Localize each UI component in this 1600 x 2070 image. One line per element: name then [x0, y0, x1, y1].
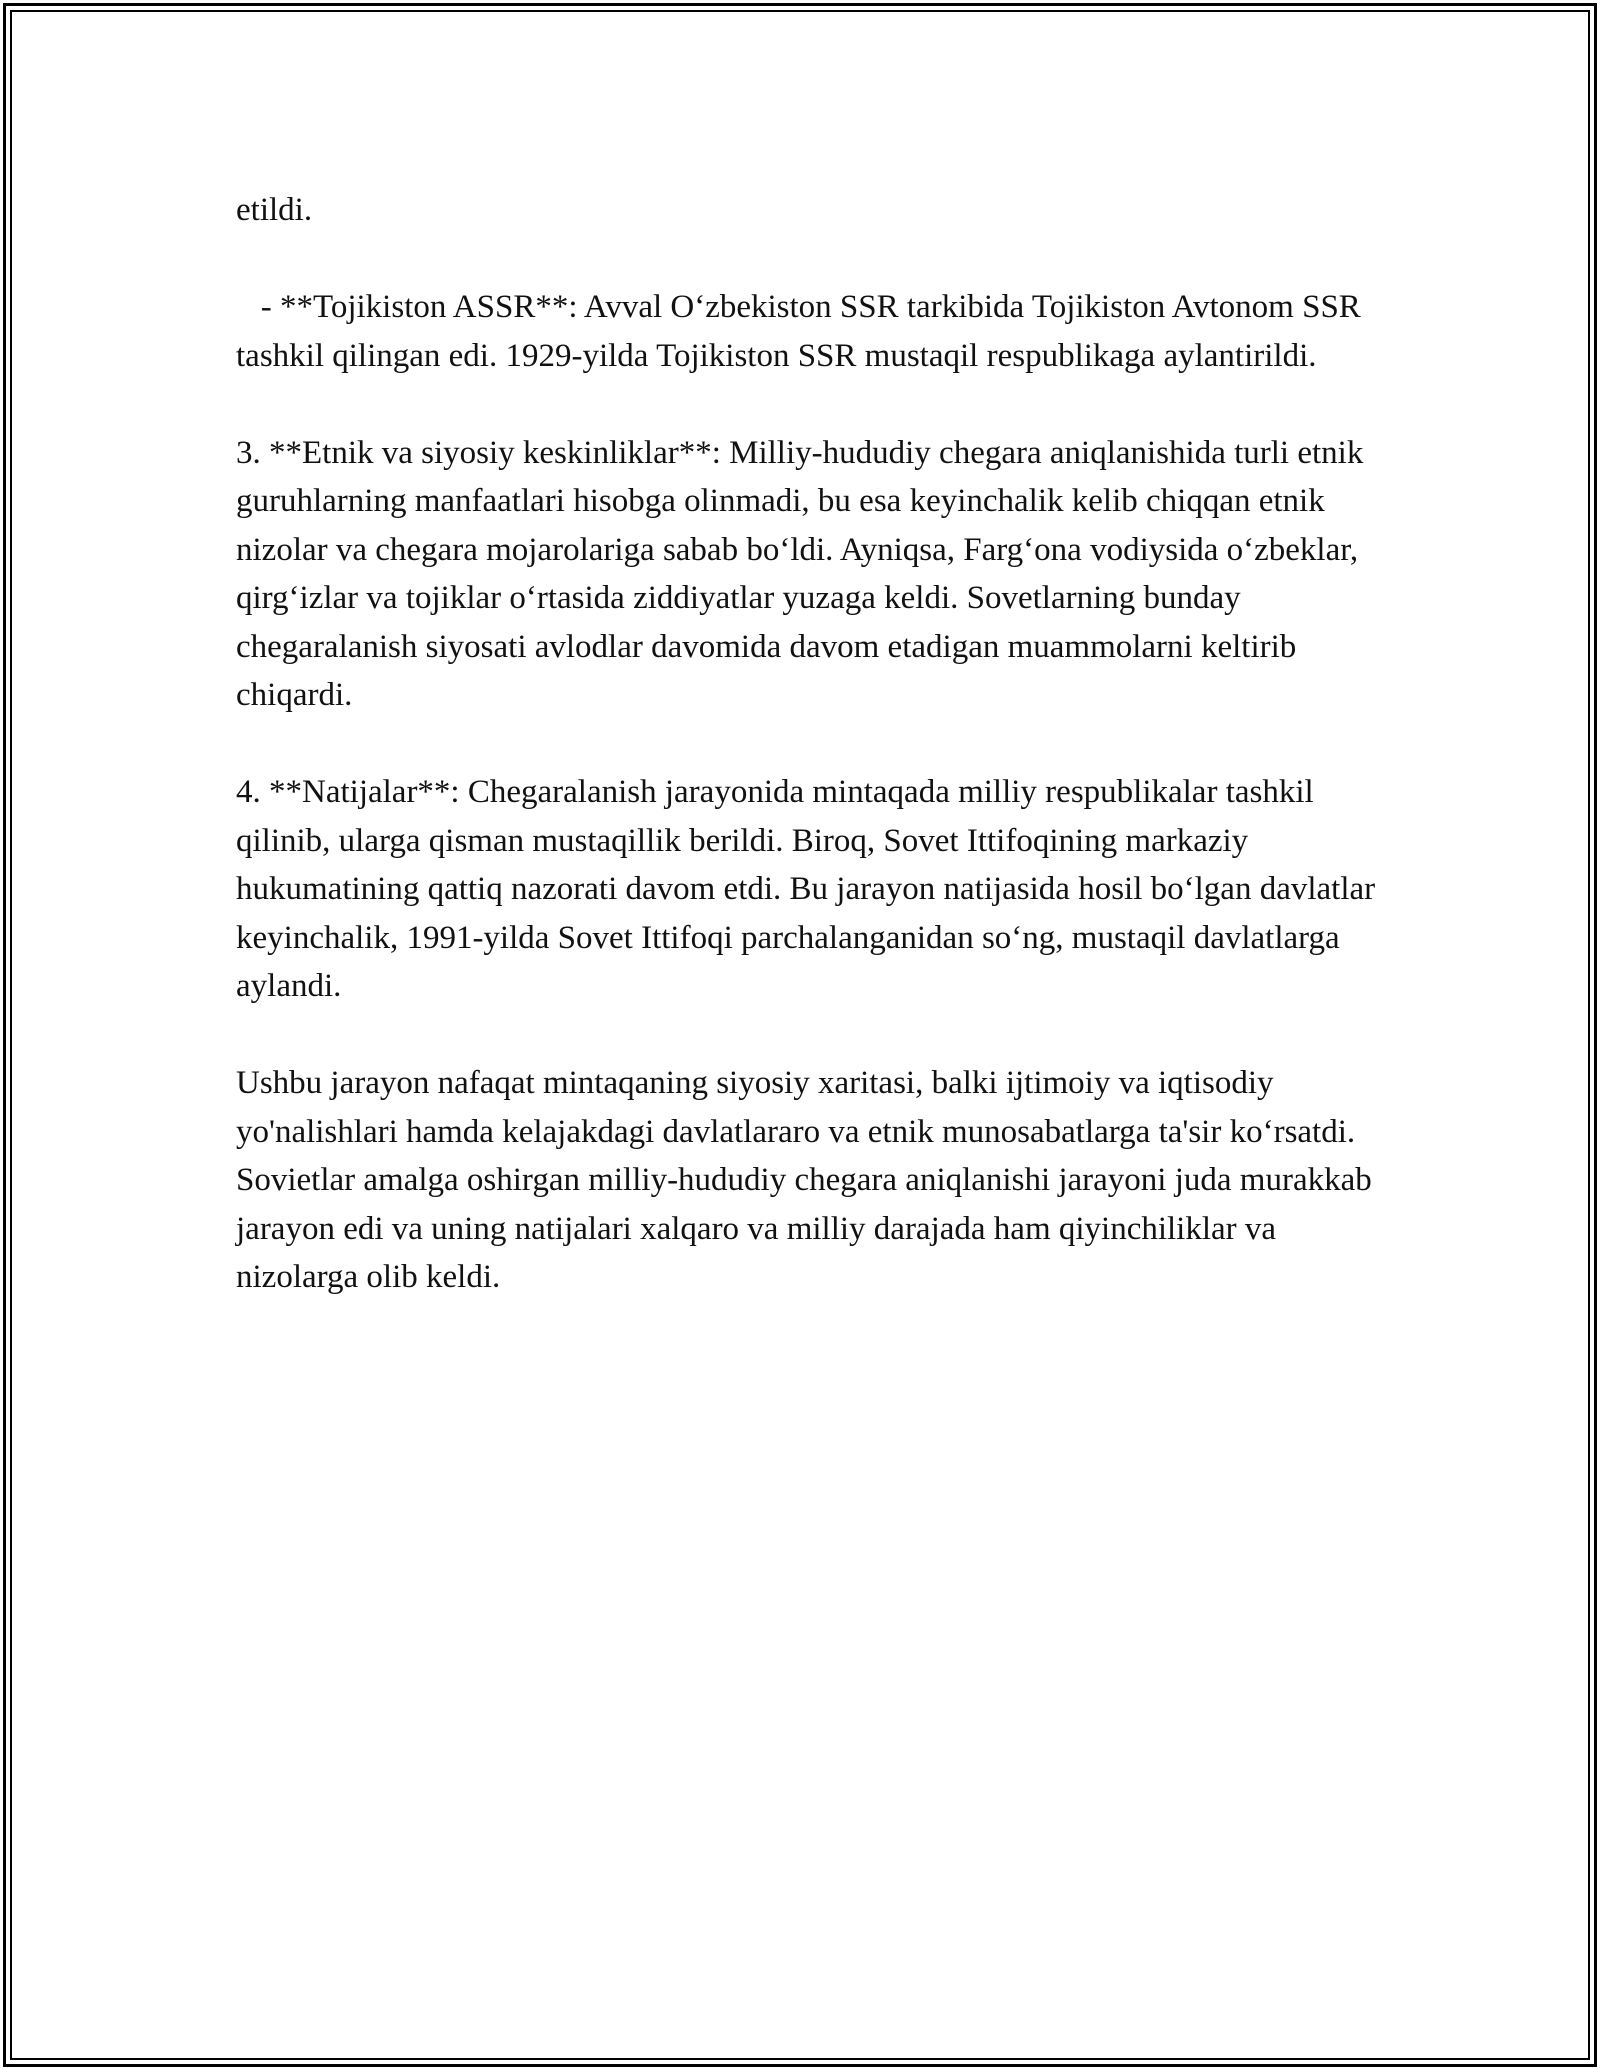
- document-body: [236, 186, 1386, 1350]
- paragraph-conclusion: Ushbu jarayon nafaqat mintaqaning siyosiy xaritasi, balki ijtimoiy va iqtisodiy yo'nalishlari hamda kelajakdagi davlatlararo va etnik munosabatlarga ta'sir ko‘rsatdi. Sovietlar amalga oshirgan milliy-hududiy chegara aniqlanishi jarayoni juda murakkab jarayon edi va uning natijalari xalqaro va milliy darajada ham qiyinchiliklar va nizolarga olib keldi.: [236, 1065, 1380, 1295]
- paragraph-tojikiston-assr: - **Tojikiston ASSR**: Avval O‘zbekiston SSR tarkibida Tojikiston Avtonom SSR tashkil qilingan edi. 1929-yilda Tojikiston SSR mustaqil respublikaga aylantirildi.: [236, 289, 1370, 374]
- paragraph-continuation: etildi.: [236, 192, 313, 228]
- paragraph-natijalar: 4. **Natijalar**: Chegaralanish jarayonida mintaqada milliy respublikalar tashkil qilinib, ularga qisman mustaqillik berildi. Biroq, Sovet Ittifoqining markaziy hukumatining qattiq nazorati davom etdi. Bu jarayon natijasida hosil bo‘lgan davlatlar keyinchalik, 1991-yilda Sovet Ittifoqi parchalanganidan so‘ng, mustaqil davlatlarga aylandi.: [236, 774, 1384, 1004]
- paragraph-etnik-keskinliklar: 3. **Etnik va siyosiy keskinliklar**: Milliy-hududiy chegara aniqlanishida turli etnik guruhlarning manfaatlari hisobga olinmadi, bu esa keyinchalik kelib chiqqan etnik nizolar va chegara mojarolariga sabab bo‘ldi. Ayniqsa, Farg‘ona vodiysida o‘zbeklar, qirg‘izlar va tojiklar o‘rtasida ziddiyatlar yuzaga keldi. Sovetlarning bunday chegaralanish siyosati avlodlar davomida davom etadigan muammolarni keltirib chiqardi.: [236, 434, 1372, 713]
